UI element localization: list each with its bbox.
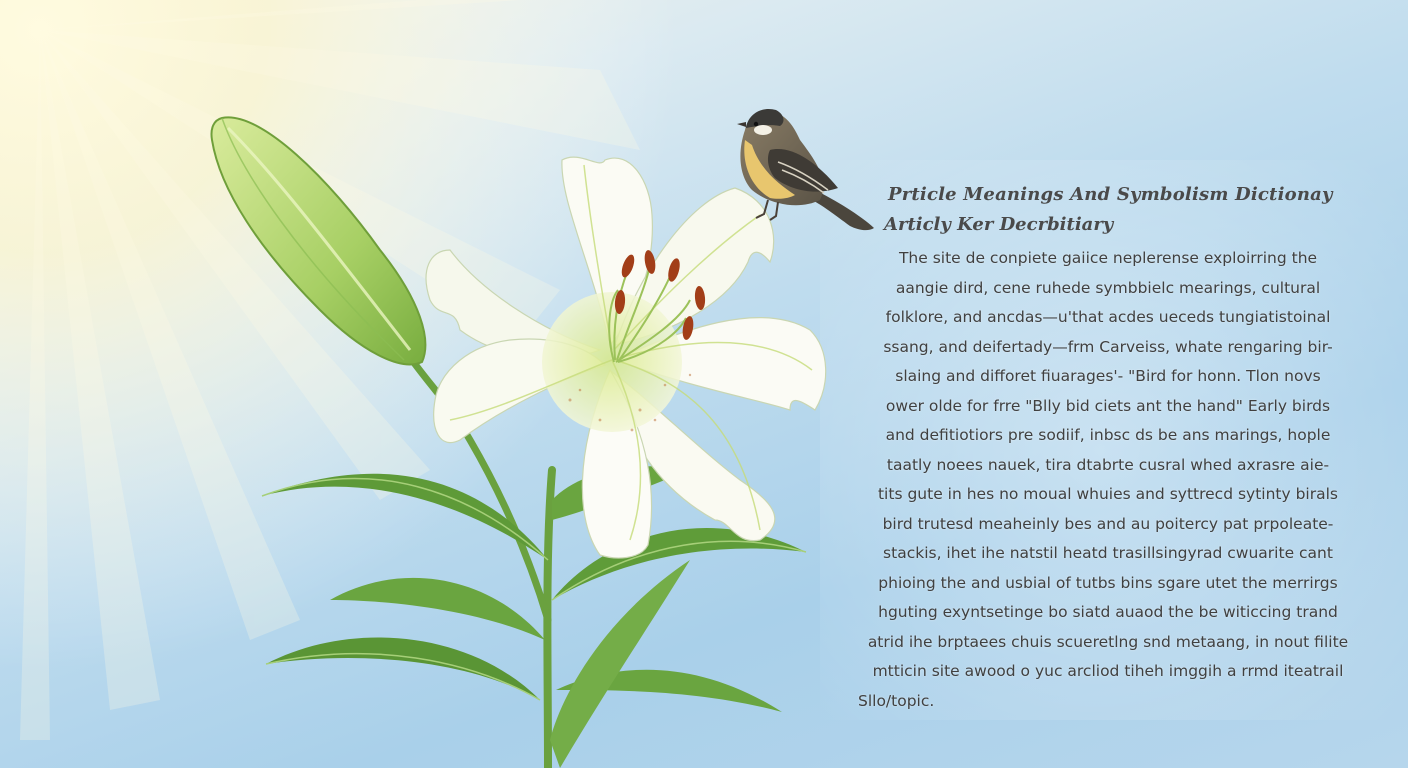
body-line: and defitiotiors pre sodiif, inbsc ds be ans marings, hople <box>885 426 1331 444</box>
body-line: tits gute in hes no moual whuies and syttrecd sytinty birals <box>877 485 1338 503</box>
body-line: slaing and difforet fiuarages'- "Bird for honn. Tlon novs <box>895 367 1321 385</box>
article-subtitle: Articly Ker Decrbitiary <box>884 214 1114 235</box>
body-line: phioing the and usbial of tutbs bins sgare utet the merrirgs <box>878 573 1338 592</box>
article-panel <box>858 180 1358 716</box>
body-line: folklore, and ancdas—u'that acdes ueceds tungiatistoinal <box>885 308 1331 326</box>
body-line: bird trutesd meaheinly bes and au poitercy pat prpoleate- <box>882 514 1334 533</box>
body-line: Sllo/topic. <box>858 691 935 710</box>
body-line: atrid ihe brptaees chuis scueretlng snd metaang, in nout filite <box>867 632 1349 651</box>
body-line: aangie dird, cene ruhede symbbielc mearings, cultural <box>895 278 1321 297</box>
article-title: Prticle Meanings And Symbolism Dictionay <box>888 184 1333 205</box>
body-line: ssang, and deifertady—frm Carveiss, whate rengaring bir- <box>883 337 1333 356</box>
body-line: stackis, ihet ihe natstil heatd trasillsingyrad cwuarite cant <box>883 544 1333 562</box>
article-body <box>858 244 1358 716</box>
body-line: ower olde for frre "Blly bid ciets ant the hand" Early birds <box>885 396 1331 415</box>
body-line: hguting exyntsetinge bo siatd auaod the be witiccing trand <box>878 603 1338 621</box>
body-line: taatly noees nauek, tira dtabrte cusral whed axrasre aie- <box>886 455 1330 474</box>
body-line: The site de conpiete gaiice neplerense exploirring the <box>898 249 1318 267</box>
body-line: mtticin site awood o yuc arcliod tiheh imggih a rrmd iteatrail <box>872 662 1344 680</box>
